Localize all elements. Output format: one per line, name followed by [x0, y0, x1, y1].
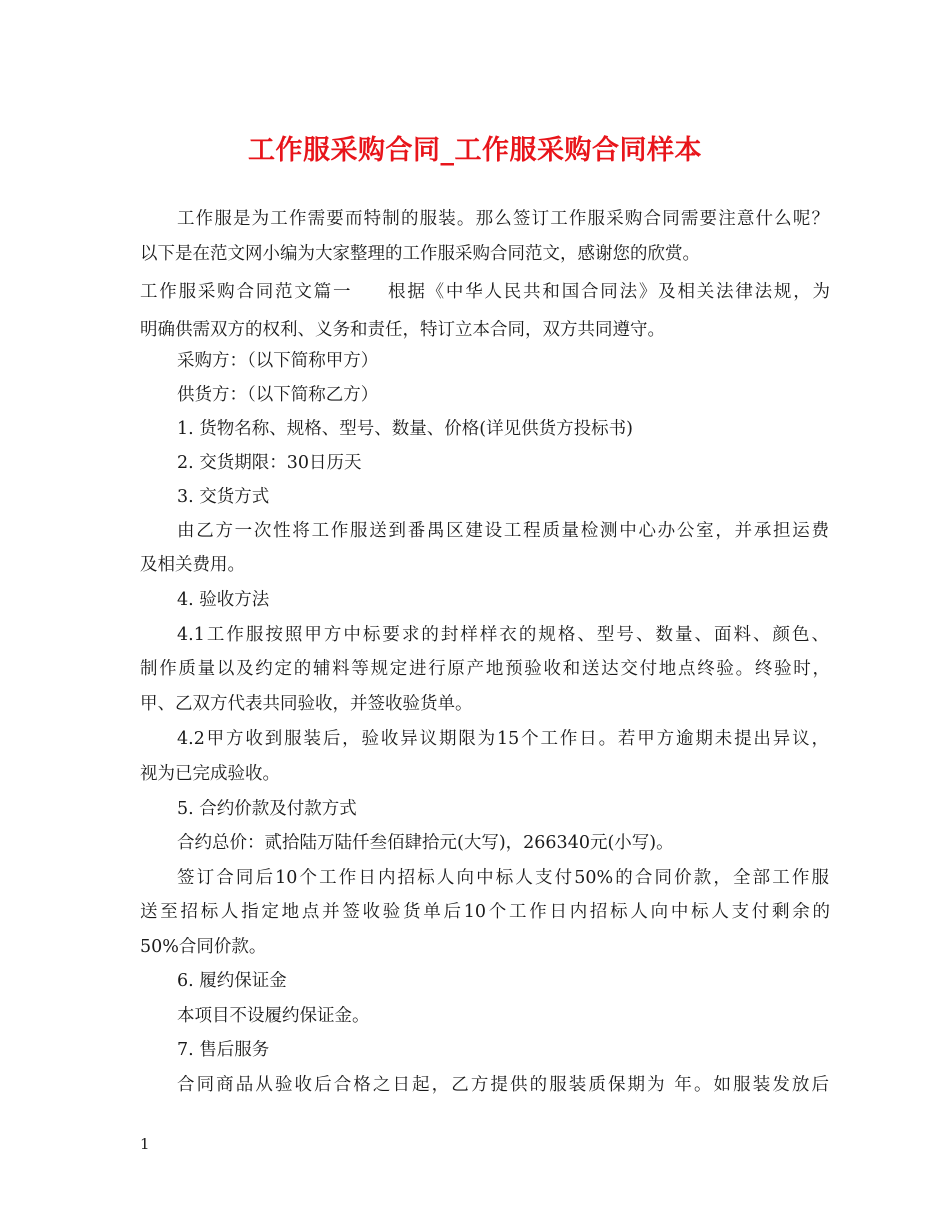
paragraph-line: 3. 交货方式 — [177, 487, 270, 507]
paragraph-text: 根据《中华人民共和国合同法》及相关法律法规，为 — [386, 282, 831, 302]
paragraph-line: 4. 验收方法 — [177, 590, 270, 610]
paragraph-line: 1. 货物名称、规格、型号、数量、价格(详见供货方投标书) — [177, 419, 633, 439]
paragraph-line: 由乙方一次性将工作服送到番禺区建设工程质量检测中心办公室，并承担运费 — [177, 521, 829, 541]
paragraph-line: 制作质量以及约定的辅料等规定进行原产地预验收和送达交付地点终验。终验时， — [140, 659, 830, 679]
page-number: 1 — [140, 1135, 150, 1153]
paragraph-line: 7. 售后服务 — [177, 1040, 270, 1060]
paragraph-line: 及相关费用。 — [140, 555, 245, 575]
document-title: 工作服采购合同_工作服采购合同样本 — [248, 135, 702, 166]
paragraph-line: 50%合同价款。 — [140, 937, 267, 957]
paragraph-line: 合约总价：贰拾陆万陆仟叁佰肆拾元(大写)，266340元(小写)。 — [177, 833, 674, 853]
paragraph-line: 工作服是为工作需要而特制的服装。那么签订工作服采购合同需要注意什么呢？ — [177, 209, 829, 229]
paragraph-line: 2. 交货期限：30日历天 — [177, 453, 362, 473]
paragraph-line: 本项目不设履约保证金。 — [177, 1006, 370, 1026]
paragraph-line: 5. 合约价款及付款方式 — [177, 799, 357, 819]
paragraph-line — [140, 280, 830, 304]
paragraph-line: 明确供需双方的权利、义务和责任，特订立本合同，双方共同遵守。 — [140, 320, 665, 340]
paragraph-line: 甲、乙双方代表共同验收，并签收验货单。 — [140, 694, 473, 714]
paragraph-line: 送至招标人指定地点并签收验货单后10个工作日内招标人向中标人支付剩余的 — [140, 902, 830, 922]
paragraph-line: 签订合同后10个工作日内招标人向中标人支付50%的合同价款，全部工作服 — [177, 868, 829, 888]
paragraph-line: 采购方：（以下简称甲方） — [177, 351, 379, 371]
paragraph-line: 6. 履约保证金 — [177, 971, 287, 991]
paragraph-line: 合同商品从验收后合格之日起，乙方提供的服装质保期为 年。如服装发放后 — [177, 1075, 829, 1095]
paragraph-line: 4.1工作服按照甲方中标要求的封样样衣的规格、型号、数量、面料、颜色、 — [177, 625, 829, 645]
paragraph-line: 供货方：（以下简称乙方） — [177, 385, 379, 405]
paragraph-line: 4.2甲方收到服装后，验收异议期限为15个工作日。若甲方逾期未提出异议， — [177, 729, 829, 749]
section-heading: 工作服采购合同范文篇一 — [140, 282, 353, 302]
paragraph-line: 视为已完成验收。 — [140, 764, 280, 784]
paragraph-line: 以下是在范文网小编为大家整理的工作服采购合同范文，感谢您的欣赏。 — [140, 244, 700, 264]
